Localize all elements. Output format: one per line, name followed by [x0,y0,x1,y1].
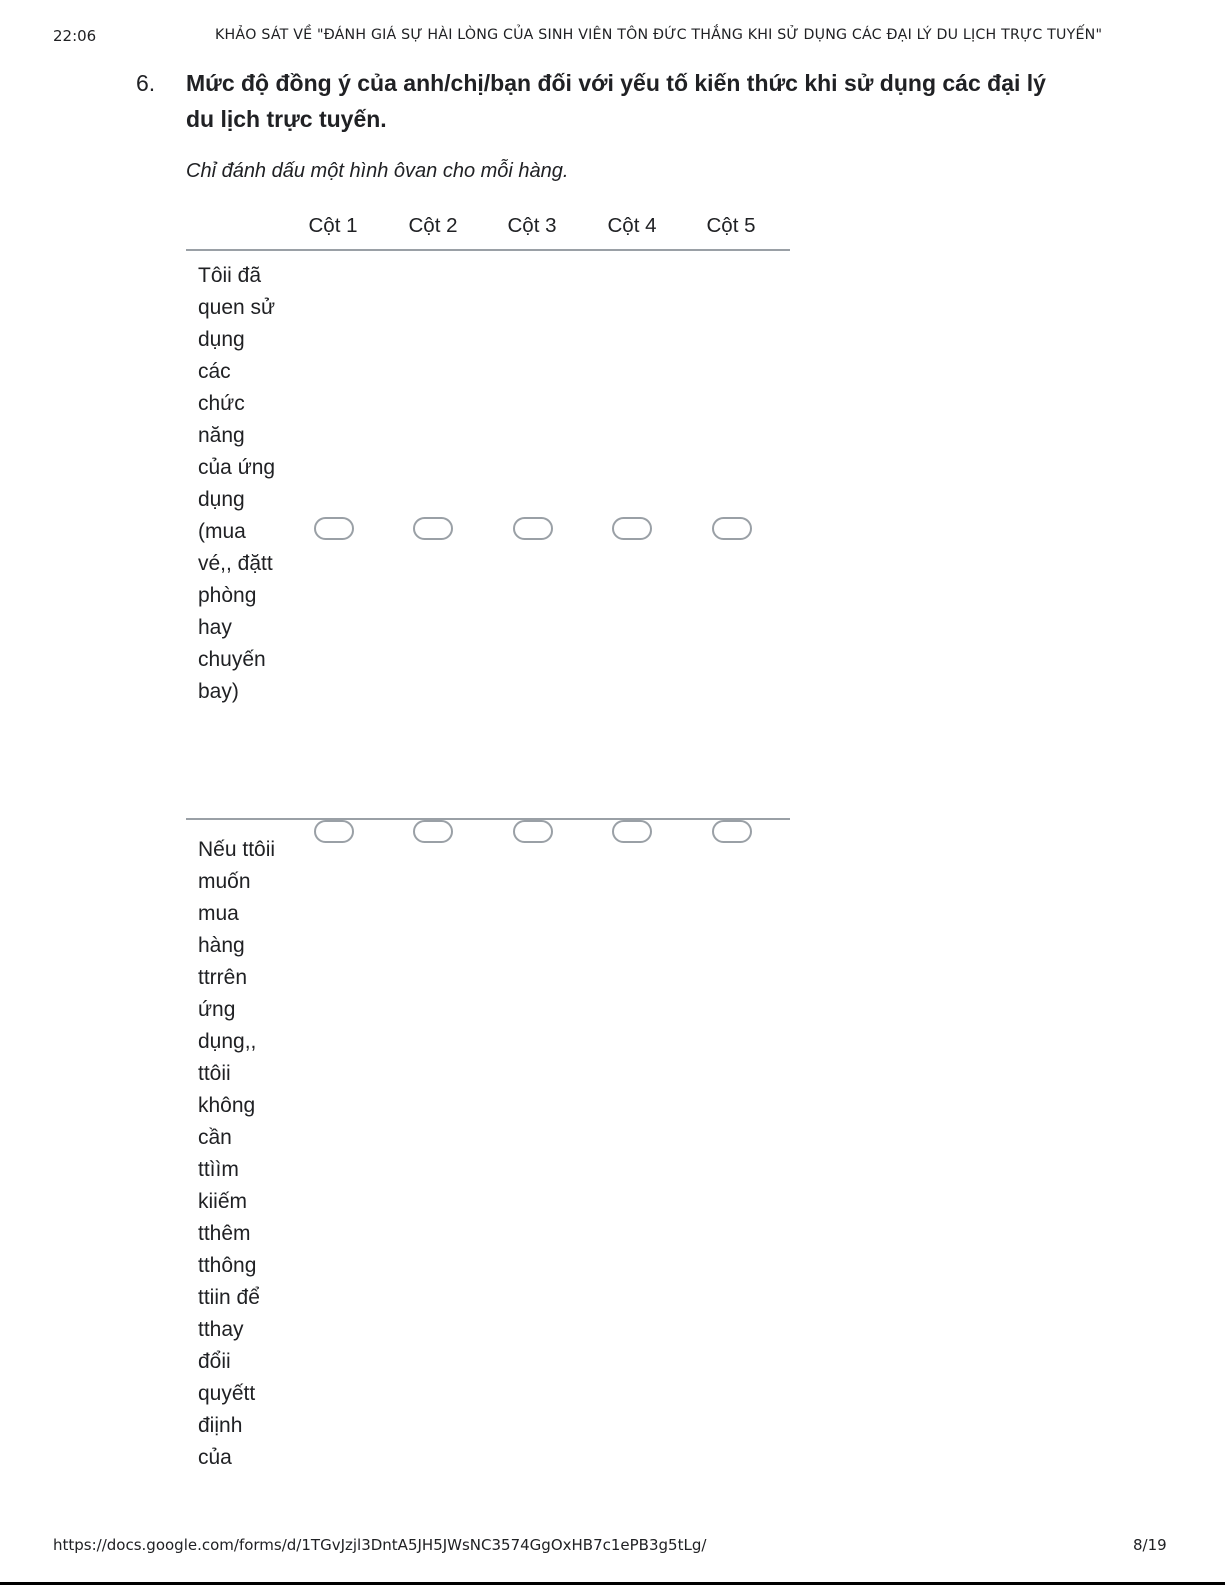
column-header-5: Cột 5 [706,214,756,237]
print-url: https://docs.google.com/forms/d/1TGvJzjl3DntA5JH5JWsNC3574GgOxHB7c1ePB3g5tLg/ [53,1536,707,1554]
print-header [0,27,1225,49]
grid-row-label-2: Nếu ttôii muốn mua hàng ttrrên ứng dụng,, ttôii không cần ttììm kiiếm tthêm tthông ttiin để tthay đổii quyếtt điịnh của [198,838,276,1469]
row-1-option-1-radio[interactable] [314,517,354,540]
grid-row-label-1: Tôii đã quen sử dụng các chức năng của ứng dụng (mua vé,, đặtt phòng hay chuyến bay) [198,264,276,703]
print-title: KHẢO SÁT VỀ "ĐÁNH GIÁ SỰ HÀI LÒNG CỦA SINH VIÊN TÔN ĐỨC THẮNG KHI SỬ DỤNG CÁC ĐẠI LÝ DU LỊCH TRỰC TUYẾN" [215,27,1103,43]
question-title: Mức độ đồng ý của anh/chị/bạn đối với yếu tố kiến thức khi sử dụng các đại lý du lịch trực tuyến. [186,70,1046,132]
page-number: 8/19 [1133,1536,1167,1554]
row-2-option-5-radio[interactable] [712,820,752,843]
row-1-option-3-radio[interactable] [513,517,553,540]
grid-divider [186,249,790,251]
column-header-3: Cột 3 [507,214,557,237]
column-header-2: Cột 2 [408,214,458,237]
row-2-option-3-radio[interactable] [513,820,553,843]
row-2-option-1-radio[interactable] [314,820,354,843]
row-2-option-4-radio[interactable] [612,820,652,843]
print-footer [0,1536,1225,1558]
row-1-option-2-radio[interactable] [413,517,453,540]
row-1-option-4-radio[interactable] [612,517,652,540]
question-number: 6. [136,70,156,96]
row-2-option-2-radio[interactable] [413,820,453,843]
question-hint: Chỉ đánh dấu một hình ôvan cho mỗi hàng. [186,160,569,182]
column-header-4: Cột 4 [607,214,657,237]
grid-divider [186,818,790,820]
row-1-option-5-radio[interactable] [712,517,752,540]
print-time: 22:06 [53,27,97,45]
column-header-1: Cột 1 [308,214,358,237]
